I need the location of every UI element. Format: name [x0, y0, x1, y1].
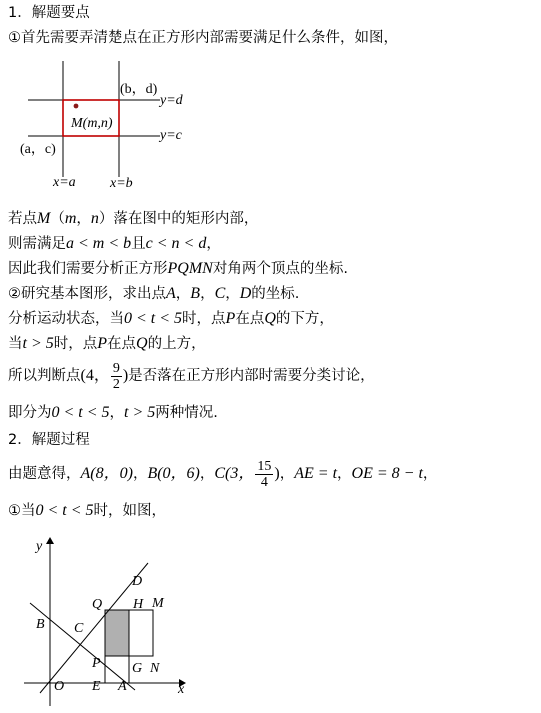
line-analyze-square: 因此我们需要分析正方形PQMN对角两个顶点的坐标.	[8, 260, 348, 277]
label-point-bd: (b，d)	[120, 82, 158, 97]
line-inequality: 则需满足a < m < b且c < n < d，	[8, 235, 221, 252]
label-b: B	[36, 617, 45, 632]
label-e: E	[92, 679, 101, 694]
label-h: H	[133, 597, 144, 612]
point-m	[74, 104, 79, 109]
label-g: G	[132, 661, 143, 676]
label-x: x	[178, 682, 185, 697]
heading-key-points: 1．解题要点	[8, 5, 90, 21]
label-q: Q	[92, 597, 103, 612]
label-n: N	[150, 661, 160, 676]
line-basic-figure: ②研究基本图形，求出点A，B，C，D的坐标.	[8, 285, 300, 302]
figure-rectangle-condition	[0, 55, 240, 195]
label-y-c: y=c	[160, 128, 182, 143]
heading-solution-process: 2．解题过程	[8, 432, 90, 448]
label-y: y	[36, 539, 43, 554]
figure-case-one	[0, 528, 220, 708]
label-x-b: x=b	[110, 176, 133, 191]
line-t-greater-5: 当t > 5时，点P在点Q的上方，	[8, 335, 206, 352]
label-x-a: x=a	[53, 175, 76, 190]
label-point-ac: (a，c)	[20, 142, 56, 157]
line-two-cases: 即分为0 < t < 5，t > 5两种情况.	[8, 404, 218, 421]
line-case-one: ①当0 < t < 5时，如图，	[8, 502, 167, 519]
label-p: P	[92, 656, 101, 671]
line-classify-discussion: 所以判断点(4， $\frac{9}{2}$ )是否落在正方形内部时需要分类讨论，	[8, 360, 375, 392]
fraction-9-2: $\frac{9}{2}$	[112, 360, 120, 392]
paragraph-condition: ①首先需要弄清楚点在正方形内部需要满足什么条件，如图，	[8, 30, 398, 46]
label-m2: M	[152, 596, 164, 611]
label-a: A	[118, 679, 127, 694]
line-coordinates: 由题意得，A(8，0)，B(0，6)，C(3， $\frac{15}{4}$ )，AE = t，OE = 8 − t，	[8, 458, 438, 490]
label-c: C	[74, 621, 84, 636]
fraction-15-4: $\frac{15}{4}$	[257, 458, 272, 490]
line-point-in-rect: 若点M（m，n）落在图中的矩形内部，	[8, 210, 259, 227]
label-d: D	[132, 574, 143, 589]
label-y-d: y=d	[160, 93, 183, 108]
line-motion-state: 分析运动状态，当0 < t < 5时，点P在点Q的下方，	[8, 310, 334, 327]
shaded-region	[105, 610, 129, 656]
label-m: M(m,n)	[71, 116, 113, 131]
label-o: O	[54, 679, 65, 694]
